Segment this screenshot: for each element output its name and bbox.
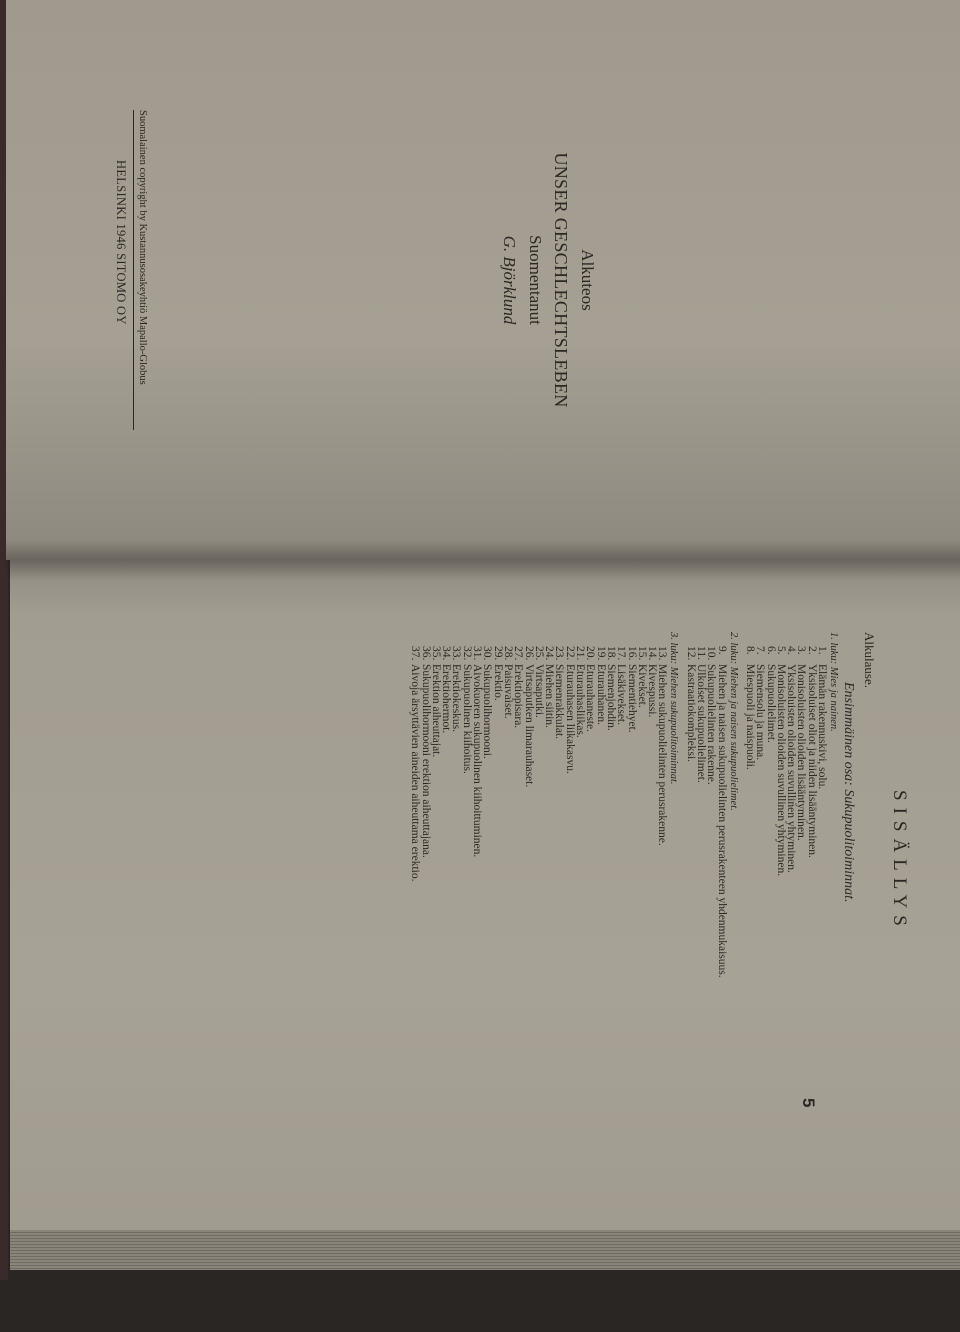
contents-item xyxy=(585,632,595,1332)
chapter-title: Miehen sukupuolitoiminnat. xyxy=(668,666,680,785)
book-gutter xyxy=(6,540,960,580)
item-text: Ulkoiset sukupuolielimet. xyxy=(695,664,708,783)
item-number: 27. xyxy=(512,646,525,661)
item-number: 25. xyxy=(532,646,545,661)
chapter-block xyxy=(739,632,839,1332)
item-text: Erektiohermot. xyxy=(440,664,453,734)
contents-item xyxy=(755,632,765,1332)
item-text: Miehen ja naisen sukupuolielinten perusrakenteen yhdenmukaisuus. xyxy=(715,664,728,978)
item-text: Erektion aiheuttajat. xyxy=(429,664,442,758)
item-number: 7. xyxy=(754,646,767,655)
item-text: Virtsaputken limarauhaset. xyxy=(522,664,535,788)
item-number: 14. xyxy=(646,646,659,661)
chapter-heading xyxy=(667,632,679,1332)
item-number: 20. xyxy=(584,646,597,661)
table-of-contents xyxy=(410,632,880,1332)
item-number: 26. xyxy=(522,646,535,661)
item-number: 18. xyxy=(604,646,617,661)
contents-item xyxy=(575,632,585,1332)
item-number: 3. xyxy=(795,646,808,655)
item-text: Sukupuolihormooni. xyxy=(481,664,494,759)
contents-item xyxy=(745,632,755,1332)
item-number: 19. xyxy=(594,646,607,661)
contents-item xyxy=(523,632,533,1332)
item-text: Erektio. xyxy=(491,664,504,701)
contents-item xyxy=(534,632,544,1332)
contents-item xyxy=(626,632,636,1332)
contents-item xyxy=(786,632,796,1332)
item-text: Siemenjohdin. xyxy=(604,664,617,731)
item-number: 12. xyxy=(684,646,697,661)
title-block xyxy=(496,130,600,430)
chapter-heading xyxy=(727,632,739,1332)
item-number: 8. xyxy=(743,646,756,655)
item-text: Eturauhaneste. xyxy=(584,664,597,733)
chapter-block xyxy=(679,632,738,1332)
item-number: 4. xyxy=(785,646,798,655)
item-text: Kivespussi. xyxy=(646,664,659,718)
item-text: Paisuvaiset. xyxy=(501,664,514,719)
translated-by-label: Suomentanut xyxy=(526,235,545,325)
item-text: Eturauhasliikas. xyxy=(574,664,587,738)
contents-item xyxy=(564,632,574,1332)
item-text: Eturauhasen liikakasvu. xyxy=(563,664,576,774)
item-number: 13. xyxy=(656,646,669,661)
contents-item xyxy=(431,632,441,1332)
item-text: Miehen sukupuolielinten perusrakenne. xyxy=(656,664,669,846)
item-text: Sukupuolihormooni erektion aiheuttajana. xyxy=(419,664,432,858)
item-text: Sukupuolinen kiihoitus. xyxy=(460,664,473,774)
item-number: 23. xyxy=(553,646,566,661)
imprint: HELSINKI 1946 SITOMO OY xyxy=(114,160,128,325)
item-number: 34. xyxy=(440,646,453,661)
item-number: 11. xyxy=(695,646,708,660)
item-number: 28. xyxy=(501,646,514,661)
item-number: 32. xyxy=(460,646,473,661)
preface-entry: Alkulause. xyxy=(862,632,877,688)
contents-item xyxy=(554,632,564,1332)
chapter-title: Miehen ja naisen sukupuolielimet. xyxy=(727,666,739,811)
item-number: 21. xyxy=(574,646,587,661)
item-number: 35. xyxy=(429,646,442,661)
item-number: 31. xyxy=(471,646,484,661)
original-title: UNSER GESCHLECHTSLEBEN xyxy=(551,152,571,408)
item-text: Monisoluisten olioiden suvullinen yhtyminen. xyxy=(774,664,787,877)
item-text: Siemensolu ja muna. xyxy=(754,664,767,761)
item-text: Monisoluisten olioiden lisääntyminen. xyxy=(795,664,808,841)
contents-item xyxy=(696,632,706,1332)
item-number: 10. xyxy=(705,646,718,661)
item-number: 1. xyxy=(816,646,828,655)
title-page xyxy=(6,0,960,560)
contents-item xyxy=(637,632,647,1332)
contents-item xyxy=(606,632,616,1332)
contents-item xyxy=(765,632,775,1332)
item-number: 15. xyxy=(635,646,648,661)
contents-heading: SISÄLLYS xyxy=(889,790,910,933)
chapter-list xyxy=(410,632,839,1332)
translator-name: G. Björklund xyxy=(500,235,519,325)
contents-item xyxy=(706,632,716,1332)
contents-item xyxy=(616,632,626,1332)
item-text: Aivoja ärsyttävien aineiden aiheuttama erektio. xyxy=(409,664,422,882)
original-label: Alkuteos xyxy=(578,249,597,311)
part-title: Ensimmäinen osa: Sukupuolitoiminnat. xyxy=(841,682,856,903)
chapter-block xyxy=(410,632,679,1332)
item-number: 22. xyxy=(563,646,576,661)
contents-item xyxy=(462,632,472,1332)
item-text: Sukupuolielinten rakenne. xyxy=(705,664,718,785)
copyright-text: Suomalainen copyright by Kustannusosakeyhtiö Mapallo-Globus xyxy=(137,110,148,385)
item-text: Elämän rakennuskivi, solu. xyxy=(816,664,828,790)
contents-item xyxy=(441,632,451,1332)
item-number: 37. xyxy=(409,646,422,661)
chapter-heading xyxy=(827,632,839,1332)
item-number: 36. xyxy=(419,646,432,661)
item-text: Siemenrakkulat. xyxy=(553,664,566,740)
item-text: Miespuoli ja naispuoli. xyxy=(743,664,756,770)
item-number: 17. xyxy=(615,646,628,661)
contents-item xyxy=(482,632,492,1332)
contents-item xyxy=(420,632,430,1332)
item-text: Erektiokeskus. xyxy=(450,664,463,733)
copyright-rule xyxy=(133,110,134,430)
item-text: Aivokuoren sukupuolinen kiihoittuminen. xyxy=(471,664,484,858)
item-number: 33. xyxy=(450,646,463,661)
contents-item xyxy=(817,632,827,1332)
contents-item xyxy=(472,632,482,1332)
item-text: Virtsaputki. xyxy=(532,664,545,718)
item-text: Erektiopisara. xyxy=(512,664,525,729)
item-text: Miehen siitin. xyxy=(543,664,556,728)
chapter-label: 2. luku: xyxy=(727,632,739,665)
item-number: 6. xyxy=(764,646,777,655)
chapter-label: 3. luku: xyxy=(668,632,680,665)
item-text: Kastraatiokompleksi. xyxy=(684,664,697,763)
contents-item xyxy=(796,632,806,1332)
item-text: Yksisoluiset oliot ja niiden lisääntyminen. xyxy=(805,664,818,858)
contents-item xyxy=(776,632,786,1332)
contents-item xyxy=(595,632,605,1332)
contents-item xyxy=(685,632,695,1332)
contents-item xyxy=(806,632,816,1332)
contents-item xyxy=(657,632,667,1332)
item-number: 24. xyxy=(543,646,556,661)
item-text: Yksisoluisten olioiden suvullinen yhtyminen. xyxy=(785,664,798,873)
copyright-notice xyxy=(133,110,148,430)
item-text: Lisäkivekset. xyxy=(615,664,628,725)
item-text: Sukupuolielimet. xyxy=(764,664,777,743)
item-number: 16. xyxy=(625,646,638,661)
contents-item xyxy=(503,632,513,1332)
item-number: 30. xyxy=(481,646,494,661)
contents-item xyxy=(492,632,502,1332)
chapter-label: 1. luku: xyxy=(828,632,839,665)
item-number: 29. xyxy=(491,646,504,661)
page-number: 5 xyxy=(799,1098,818,1108)
item-text: Kivekset. xyxy=(635,664,648,708)
chapter-title: Mies ja nainen. xyxy=(828,666,839,732)
item-number: 5. xyxy=(774,646,787,655)
contents-item xyxy=(410,632,420,1332)
item-number: 9. xyxy=(715,646,728,655)
contents-item xyxy=(716,632,726,1332)
item-number: 2. xyxy=(805,646,818,655)
item-text: Eturauhanen. xyxy=(594,664,607,725)
item-text: Siementiehyet. xyxy=(625,664,638,733)
